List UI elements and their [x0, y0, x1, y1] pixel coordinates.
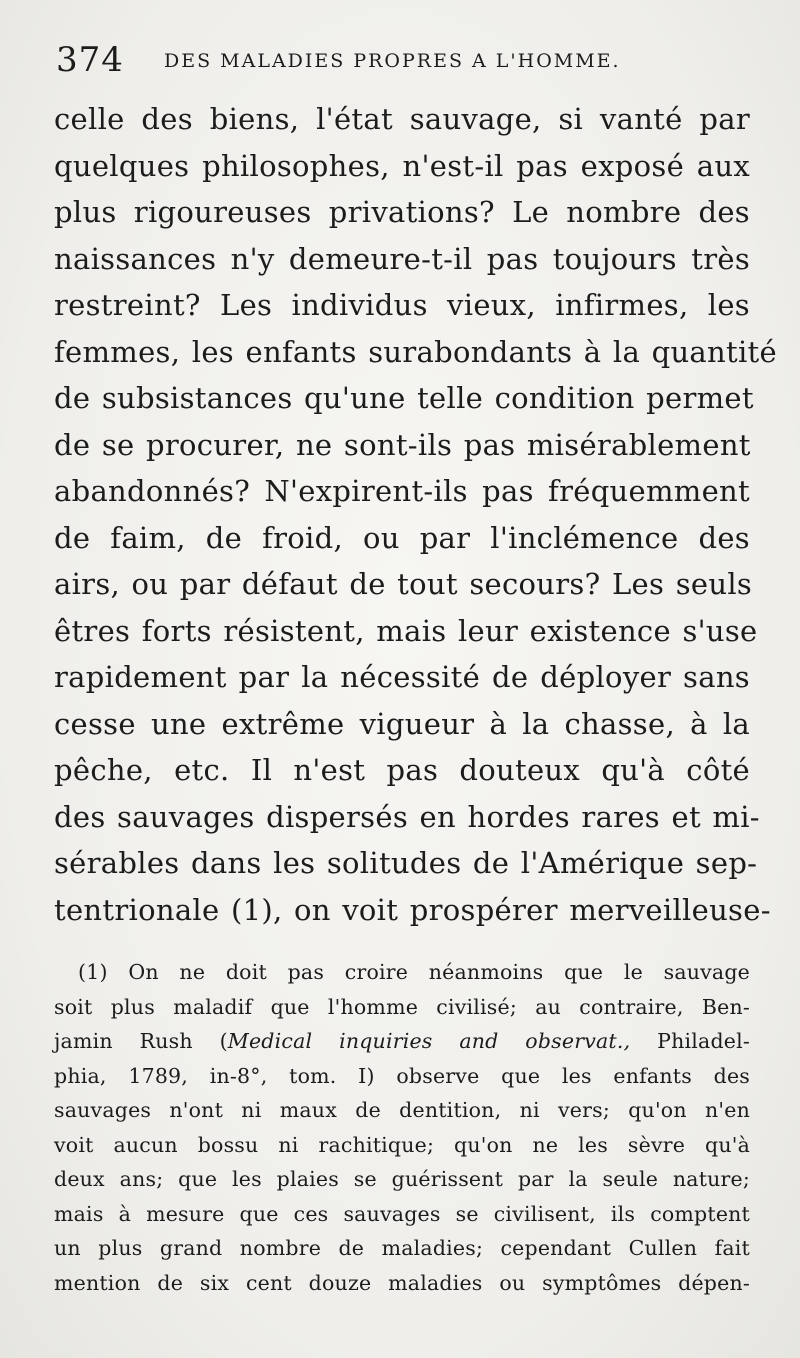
footnote-text: jamin Rush (: [54, 1029, 228, 1053]
footnote-line: mention de six cent douze maladies ou symptômes dépen-: [54, 1270, 750, 1295]
body-line: sérables dans les solitudes de l'Amérique sep-: [54, 846, 758, 880]
body-line: de subsistances qu'une telle condition permet: [54, 381, 754, 415]
body-line: de se procurer, ne sont-ils pas misérablement: [54, 427, 751, 462]
body-line: tentrionale (1), on voit prospérer merveilleuse-: [54, 892, 771, 927]
body-line: quelques philosophes, n'est-il pas exposé aux: [54, 148, 750, 183]
footnote-line-citation: [54, 1024, 750, 1059]
footnote-line: voit aucun bossu ni rachitique; qu'on ne les sèvre qu'à: [54, 1132, 750, 1157]
body-line: êtres forts résistent, mais leur existence s'use: [54, 613, 758, 648]
footnote-line: mais à mesure que ces sauvages se civilisent, ils comptent: [54, 1201, 750, 1226]
footnote-line: soit plus maladif que l'homme civilisé; au contraire, Ben-: [54, 994, 750, 1019]
footnote-line: sauvages n'ont ni maux de dentition, ni vers; qu'on n'en: [54, 1098, 750, 1122]
footnote-line: phia, 1789, in-8°, tom. I) observe que les enfants des: [54, 1063, 750, 1088]
page-number: 374: [56, 40, 124, 80]
body-line: celle des biens, l'état sauvage, si vanté par: [54, 102, 750, 136]
body-line: plus rigoureuses privations? Le nombre des: [54, 195, 750, 229]
footnote-line: deux ans; que les plaies se guérissent par la seule nature;: [54, 1167, 750, 1191]
page-header: [56, 40, 756, 86]
running-head: DES MALADIES PROPRES A L'HOMME.: [164, 50, 621, 72]
body-line: des sauvages dispersés en hordes rares et mi-: [54, 799, 760, 834]
body-line: abandonnés? N'expirent-ils pas fréquemment: [54, 474, 750, 508]
footnote: [54, 955, 750, 1300]
body-line: restreint? Les individus vieux, infirmes, les: [54, 288, 750, 322]
body-text: [54, 96, 777, 933]
footnote-text: Philadel-: [630, 1029, 750, 1053]
body-line: naissances n'y demeure-t-il pas toujours très: [54, 241, 750, 276]
body-line: de faim, de froid, ou par l'inclémence des: [54, 520, 750, 555]
body-line: airs, ou par défaut de tout secours? Les seuls: [54, 567, 753, 601]
footnote-line: (1) On ne doit pas croire néanmoins que le sauvage: [78, 960, 750, 984]
body-line: cesse une extrême vigueur à la chasse, à la: [54, 706, 750, 741]
footnote-line: un plus grand nombre de maladies; cependant Cullen fait: [54, 1236, 750, 1260]
body-line: pêche, etc. Il n'est pas douteux qu'à côté: [54, 753, 750, 787]
body-line: rapidement par la nécessité de déployer sans: [54, 660, 750, 694]
body-line: femmes, les enfants surabondants à la quantité: [54, 334, 777, 369]
citation-title: Medical inquiries and observat.,: [227, 1029, 631, 1053]
